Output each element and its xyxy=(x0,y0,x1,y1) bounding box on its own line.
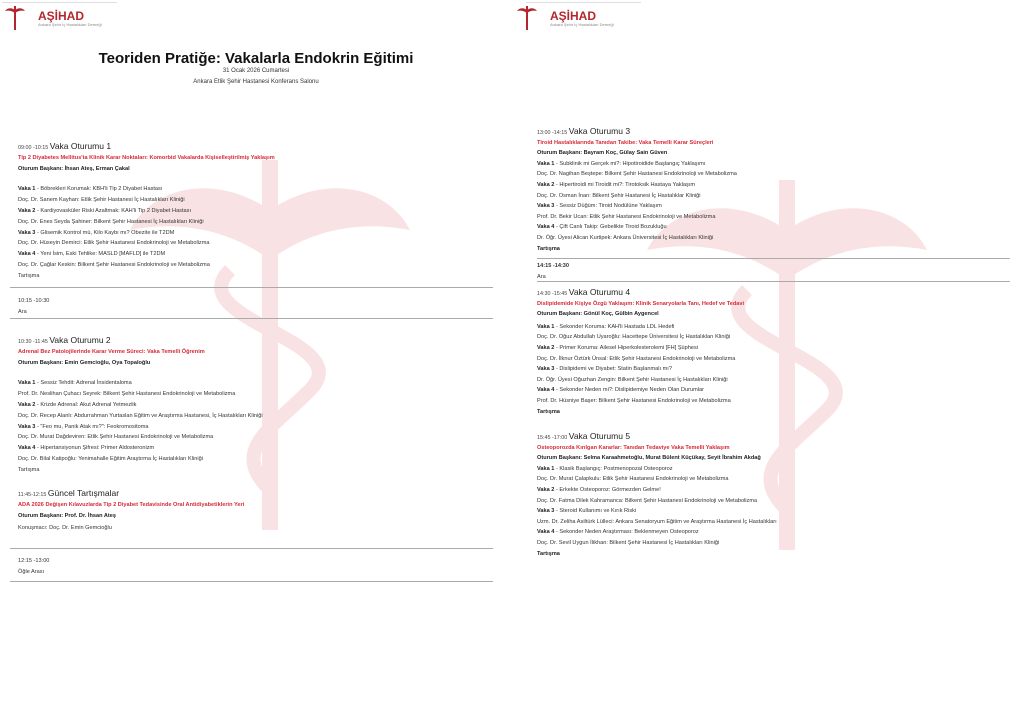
break-block xyxy=(537,261,569,282)
item-text: Doç. Dr. Sevil Uygun İlikhan: Bilkent Şehir Hastanesi İç Hastalıkları Kliniği xyxy=(537,539,720,546)
item-text: - Sessiz Düğüm: Tiroid Nodülüne Yaklaşım xyxy=(554,203,662,210)
item-label: Vaka 1 xyxy=(537,160,555,167)
break-time: 10:15 -10:30 xyxy=(18,298,50,304)
divider xyxy=(10,287,493,288)
logo-name: AŞİHAD xyxy=(550,8,597,23)
item-text: Prof. Dr. Hüsniye Başer: Bilkent Şehir Hastanesi Endokrinoloji ve Metabolizma xyxy=(537,397,731,404)
program-item xyxy=(537,201,737,212)
item-text: - Krizde Adrenal: Akut Adrenal Yetmezlik xyxy=(35,401,137,408)
program-item xyxy=(18,260,275,271)
item-text: Doç. Dr. Osman İnan: Bilkent Şehir Hastanesi İç Hastalıklar Kliniği xyxy=(537,192,701,199)
item-text: Doç. Dr. Recep Alanlı: Abdurrahman Yurtaslan Eğitim ve Araştırma Hastanesi, İç Hastalıkları Kliniği xyxy=(18,412,263,419)
session-block xyxy=(537,431,777,559)
logo-name: AŞİHAD xyxy=(38,8,85,23)
item-text: - Hipertansiyonun Şifresi: Primer Aldosteronizm xyxy=(35,445,155,452)
break-time: 12:15 -13:00 xyxy=(18,558,50,564)
program-item xyxy=(537,332,744,343)
program-item xyxy=(537,407,744,418)
program-item xyxy=(18,249,275,260)
session-subtitle: Dislipidemide Kişiye Özgü Yaklaşım: Klinik Senaryolarla Tanı, Hedef ve Tedavi xyxy=(537,300,745,307)
break-time: 14:15 -14:30 xyxy=(537,263,570,269)
session-name: Vaka Oturumu 4 xyxy=(568,287,631,297)
divider xyxy=(537,281,1010,282)
session-subtitle: ADA 2026 Değişen Kılavuzlarda Tip 2 Diyabet Tedavisinde Oral Antidiyabetiklerin Yeri xyxy=(18,502,245,509)
item-text: - Subklinik mi Gerçek mi?: Hipotiroidide Başlangıç Yaklaşımı xyxy=(554,160,706,167)
program-item xyxy=(537,244,737,255)
item-label: Vaka 3 xyxy=(18,423,36,430)
item-label: Tartışma xyxy=(537,550,560,557)
item-text: Tartışma xyxy=(18,272,40,279)
item-label: Vaka 2 xyxy=(18,207,36,214)
item-label: Tartışma xyxy=(537,408,560,415)
program-item xyxy=(537,191,737,202)
item-text: Doç. Dr. Sanem Kayhan: Etlik Şehir Hastanesi İç Hastalıkları Kliniği xyxy=(18,197,185,204)
program-item xyxy=(537,212,737,223)
program-item xyxy=(537,169,737,180)
item-label: Vaka 2 xyxy=(18,401,36,408)
session-chair: Oturum Başkanı: Emin Gemcioğlu, Oya Topaloğlu xyxy=(18,359,151,366)
item-text: Doç. Dr. Nagihan Beştepe: Bilkent Şehir Hastanesi Endokrinoloji ve Metabolizma xyxy=(537,171,737,178)
item-label: Vaka 1 xyxy=(18,186,36,193)
item-label: Vaka 3 xyxy=(18,229,36,236)
header-rule xyxy=(526,2,641,3)
program-item xyxy=(537,538,777,549)
break-block xyxy=(18,556,49,577)
session-header xyxy=(537,126,737,138)
program-item xyxy=(537,180,737,191)
item-text: - Steroid Kullanımı ve Kırık Riski xyxy=(554,508,637,515)
item-text: Doç. Dr. İlknur Öztürk Ünsal: Etlik Şehir Hastanesi Endokrinoloji ve Metabolizma xyxy=(537,355,736,362)
item-label: Vaka 4 xyxy=(18,251,36,258)
logo xyxy=(4,4,102,32)
session-name: Vaka Oturumu 3 xyxy=(568,126,631,136)
item-label: Vaka 2 xyxy=(537,344,555,351)
program-item xyxy=(537,159,737,170)
session-time: 13:00 -14:15 xyxy=(537,130,568,136)
item-text: - Hipertiroidi mi Tiroidit mi?: Tirotoksik Hastaya Yaklaşım xyxy=(554,181,696,188)
item-text: Konuşmacı: Doç. Dr. Emin Gemcioğlu xyxy=(18,524,112,531)
item-text: Doç. Dr. Murat Dağdeviren: Etlik Şehir Hastanesi Endokrinoloji ve Metabolizma xyxy=(18,434,214,441)
item-text: - Sekonder Koruma: KAH'li Hastada LDL Hedefi xyxy=(554,323,675,330)
break-label: Ara xyxy=(537,273,546,280)
program-item xyxy=(18,238,275,249)
header-rule xyxy=(2,2,117,3)
break-block xyxy=(18,296,49,317)
item-label: Vaka 2 xyxy=(537,486,555,493)
session-chair: Oturum Başkanı: Selma Karaahmetoğlu, Murat Bülent Küçükay, Seyit İbrahim Akdağ xyxy=(537,455,761,462)
page-title: Teoriden Pratiğe: Vakalarla Endokrin Eğitimi xyxy=(98,50,414,67)
break-label: Öğle Arası xyxy=(18,568,45,575)
session-chair: Oturum Başkanı: İhsan Ateş, Erman Çakal xyxy=(18,165,130,172)
program-item xyxy=(537,233,737,244)
item-text: - Sessiz Tehdit: Adrenal İnsidentaloma xyxy=(35,380,132,387)
program-item xyxy=(537,396,744,407)
item-text: Doç. Dr. Çağlar Keskin: Bilkent Şehir Hastanesi Endokrinoloji ve Metabolizma xyxy=(18,261,210,268)
program-item xyxy=(537,385,744,396)
logo-subtitle: Ankara Şehir İç Hastalıkları Derneği xyxy=(38,21,102,27)
item-label: Vaka 4 xyxy=(18,445,36,452)
item-text: Doç. Dr. Fatma Dilek Kahramanca: Bilkent Şehir Hastanesi Endokrinoloji ve Metabolizma xyxy=(537,497,758,504)
program-item xyxy=(537,322,744,333)
session-time: 11:45-12:15 xyxy=(18,492,47,498)
session-chair: Oturum Başkanı: Prof. Dr. İhsan Ateş xyxy=(18,513,117,520)
item-text: - Primer Koruma: Ailesel Hiperkolesterolemi [FH] Şüphesi xyxy=(554,344,699,351)
session-block xyxy=(537,126,737,254)
logo-emblem-icon xyxy=(516,4,538,32)
item-label: Vaka 4 xyxy=(537,387,555,394)
item-text: - Klasik Başlangıç: Postmenopozal Osteoporoz xyxy=(554,465,673,472)
item-text: - Erkekte Osteoporoz: Görmezden Gelme! xyxy=(554,486,661,493)
logo-subtitle: Ankara Şehir İç Hastalıkları Derneği xyxy=(550,21,614,27)
item-text: - Çift Canlı Takip: Gebelikte Tiroid Bozukluğu xyxy=(554,224,667,231)
item-label: Vaka 3 xyxy=(537,508,555,515)
program-item xyxy=(537,375,744,386)
item-text: - "Feo mu, Panik Atak mı?": Feokromositoma xyxy=(35,423,149,430)
item-label: Tartışma xyxy=(537,245,560,252)
session-time: 09:00 -10:15 xyxy=(18,145,49,151)
program-item xyxy=(18,206,275,217)
item-text: Doç. Dr. Hüseyin Demirci: Etlik Şehir Hastanesi Endokrinoloji ve Metabolizma xyxy=(18,240,210,247)
session-block xyxy=(18,335,263,476)
item-label: Vaka 3 xyxy=(537,366,555,373)
item-text: - Glisemik Kontrol mü, Kilo Kaybı mı? Obezite ile T2DM xyxy=(35,229,175,236)
break-label: Ara xyxy=(18,308,27,315)
item-text: - Dislipidemi ve Diyabet: Statin Başlanmalı mı? xyxy=(554,366,672,373)
item-text: Dr. Öğr. Üyesi Alican Kurtipek: Ankara Üniversitesi İç Hastalıkları Kliniği xyxy=(537,234,714,241)
program-item xyxy=(537,485,777,496)
program-item xyxy=(18,422,263,433)
program-item xyxy=(537,474,777,485)
session-name: Vaka Oturumu 1 xyxy=(49,141,112,151)
item-text: Doç. Dr. Oğuz Abdullah Uyaroğlu: Hacettepe Üniversitesi İç Hastalıkları Kliniği xyxy=(537,334,731,341)
item-text: Doç. Dr. Bilal Katipoğlu: Yenimahalle Eğitim Araştırma İç Hastalıkları Kliniği xyxy=(18,455,203,462)
item-text: Doç. Dr. Murat Çalapkulu: Etlik Şehir Hastanesi Endokrinoloji ve Metabolizma xyxy=(537,476,729,483)
item-text: Prof. Dr. Bekir Ucan: Etlik Şehir Hastanesi Endokrinoloji ve Metabolizma xyxy=(537,213,716,220)
event-venue: Ankara Etlik Şehir Hastanesi Konferans Salonu xyxy=(193,79,319,85)
divider xyxy=(10,581,493,582)
program-item xyxy=(18,443,263,454)
program-item xyxy=(537,506,777,517)
session-header xyxy=(537,287,744,299)
item-label: Vaka 3 xyxy=(537,203,555,210)
item-text: - Sekonder Neden mi?: Dislipidemiye Neden Olan Durumlar xyxy=(554,387,704,394)
session-block xyxy=(537,287,744,417)
item-text: - Yeni İsim, Eski Tehlike: MASLD [MAFLD] ile T2DM xyxy=(35,251,166,258)
program-item xyxy=(537,517,777,528)
session-time: 15:45 -17:00 xyxy=(537,435,568,441)
item-label: Vaka 2 xyxy=(537,181,555,188)
program-item xyxy=(537,222,737,233)
session-header xyxy=(537,431,777,443)
session-time: 14:30 -15:45 xyxy=(537,291,568,297)
session-time: 10:30 -11:45 xyxy=(18,339,48,345)
session-subtitle: Adrenal Bez Patolojilerinde Karar Verme Süreci: Vaka Temelli Öğrenim xyxy=(18,348,205,355)
program-item xyxy=(18,400,263,411)
program-item xyxy=(537,549,777,560)
item-text: - Böbrekleri Korumak: KBH'li Tip 2 Diyabet Hastası xyxy=(35,186,163,193)
program-item xyxy=(18,184,275,195)
logo xyxy=(516,4,614,32)
item-text: Uzm. Dr. Zeliha Asiltürk Lülleci: Ankara Senatoryum Eğitim ve Araştırma Hastanesi İç Hastalıkları xyxy=(537,518,777,525)
program-item xyxy=(537,343,744,354)
session-header xyxy=(18,488,244,500)
program-item xyxy=(18,228,275,239)
item-text: Dr. Öğr. Üyesi Oğuzhan Zengin: Bilkent Şehir Hastanesi İç Hastalıkları Kliniği xyxy=(537,376,728,383)
program-item xyxy=(18,523,244,534)
item-label: Vaka 4 xyxy=(537,529,555,536)
session-block xyxy=(18,141,275,282)
program-item xyxy=(537,464,777,475)
divider xyxy=(10,318,493,319)
session-header xyxy=(18,141,275,153)
program-item xyxy=(537,527,777,538)
item-text: Doç. Dr. Enes Seyda Şahiner: Bilkent Şehir Hastanesi İç Hastalıkları Kliniği xyxy=(18,218,204,225)
program-item xyxy=(18,378,263,389)
program-item xyxy=(18,389,263,400)
item-label: Vaka 1 xyxy=(537,465,555,472)
session-chair: Oturum Başkanı: Gönül Koç, Gülbin Aygencel xyxy=(537,311,659,318)
session-subtitle: Osteoporozda Kırılgan Kararlar: Tanıdan Tedaviye Vaka Temelli Yaklaşım xyxy=(537,444,730,451)
program-item xyxy=(18,411,263,422)
session-subtitle: Tiroid Hastalıklarında Tanıdan Takibe: Vaka Temelli Karar Süreçleri xyxy=(537,139,714,146)
logo-emblem-icon xyxy=(4,4,26,32)
session-header xyxy=(18,335,263,347)
session-block xyxy=(18,488,244,534)
item-label: Vaka 4 xyxy=(537,224,555,231)
program-item xyxy=(18,432,263,443)
item-label: Vaka 1 xyxy=(537,323,555,330)
divider xyxy=(537,258,1010,259)
session-name: Vaka Oturumu 5 xyxy=(568,431,631,441)
program-item xyxy=(18,217,275,228)
session-name: Vaka Oturumu 2 xyxy=(49,335,111,345)
program-item xyxy=(18,465,263,476)
program-item xyxy=(18,454,263,465)
session-name: Güncel Tartışmalar xyxy=(47,488,120,498)
program-item xyxy=(537,364,744,375)
program-item xyxy=(18,271,275,282)
item-text: Tartışma xyxy=(18,466,40,473)
program-item xyxy=(537,496,777,507)
divider xyxy=(10,548,493,549)
session-chair: Oturum Başkanı: Bayram Koç, Gülay Sain Güven xyxy=(537,150,668,157)
program-item xyxy=(18,195,275,206)
session-subtitle: Tip 2 Diyabetes Mellitus'ta Klinik Karar Noktaları: Komorbid Vakalarda Kişiselleştirilmiş Yaklaşım xyxy=(18,154,275,161)
event-date: 31 Ocak 2026 Cumartesi xyxy=(222,68,290,74)
program-item xyxy=(537,354,744,365)
item-text: - Sekonder Neden Araştırması: Beklenmeyen Osteoporoz xyxy=(554,529,699,536)
item-text: - Kardiyovasküler Riski Azaltmak: KAH'li Tip 2 Diyabet Hastası xyxy=(35,207,191,214)
item-label: Vaka 1 xyxy=(18,380,36,387)
item-text: Prof. Dr. Neslihan Çuhacı Seyrek: Bilkent Şehir Hastanesi Endokrinoloji ve Metabolizma xyxy=(18,391,236,398)
